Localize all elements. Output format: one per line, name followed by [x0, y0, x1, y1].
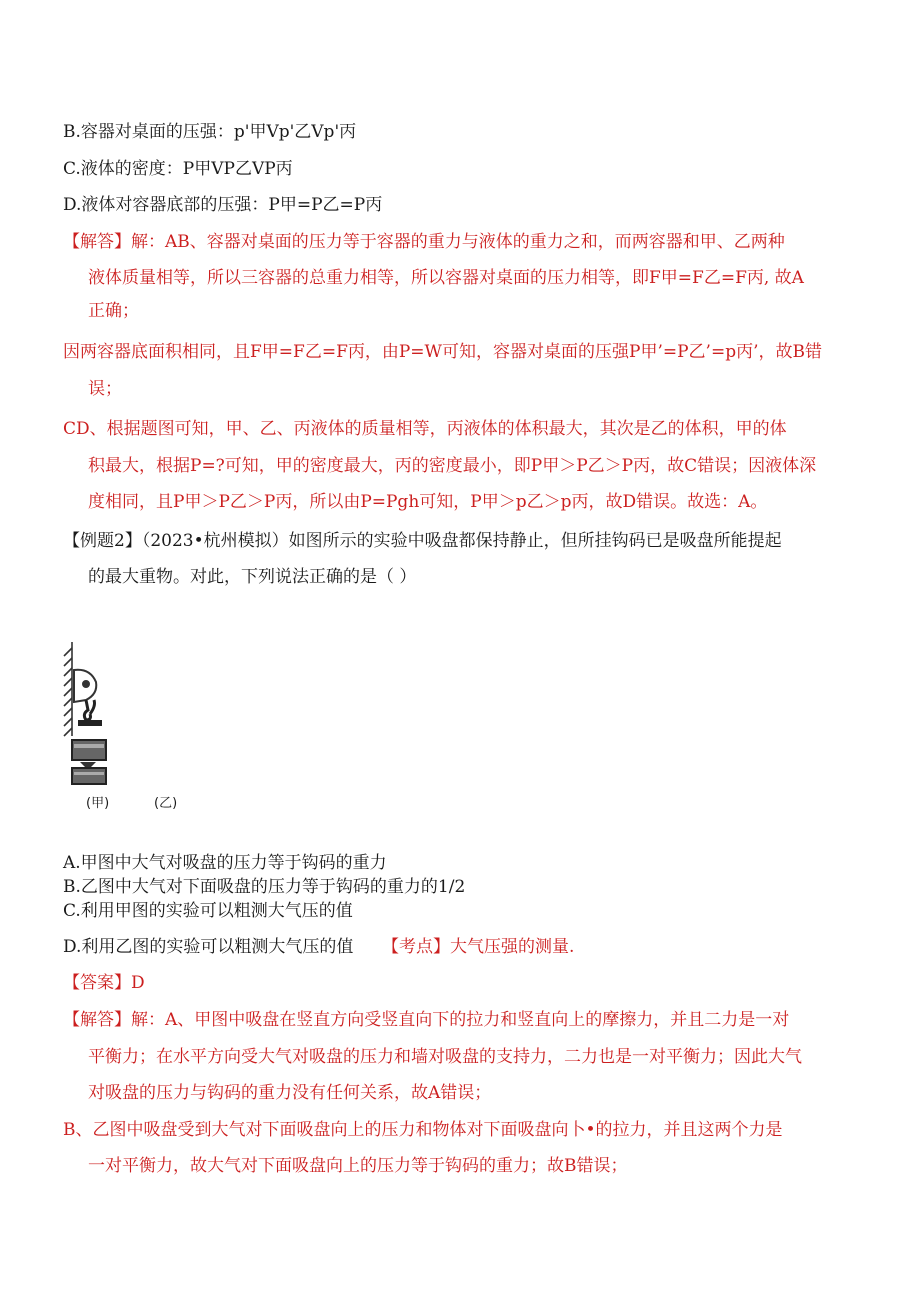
solution2-line1: 【解答】解：A、甲图中吸盘在竖直方向受竖直向下的拉力和竖直向上的摩擦力，并且二力是一对: [63, 1010, 790, 1030]
kaodian: 【考点】大气压强的测量.: [382, 937, 575, 957]
option-b-prev: B.容器对桌面的压强：p'甲Vp'乙Vp'丙: [63, 122, 357, 142]
option-c-prev: C.液体的密度：P甲VP乙VP丙: [63, 159, 293, 179]
suction-cup-jia: [74, 670, 96, 702]
option-c: C.利用甲图的实验可以粗测大气压的值: [63, 901, 353, 921]
option-d: D.利用乙图的实验可以粗测大气压的值: [63, 937, 354, 957]
weight-block-1: [72, 740, 106, 760]
option-b: B.乙图中大气对下面吸盘的压力等于钩码的重力的1/2: [63, 877, 466, 897]
hook: [84, 700, 94, 720]
figure-caption-yi: (乙): [154, 796, 178, 811]
weight-block-2: [72, 768, 106, 784]
solution1-line6: CD、根据题图可知，甲、乙、丙液体的质量相等，丙液体的体积最大，其次是乙的体积，甲的体: [63, 419, 787, 439]
solution2-line5: 一对平衡力，故大气对下面吸盘向上的压力等于钩码的重力；故B错误；: [88, 1156, 628, 1176]
solution1-line8: 度相同，且P甲＞P乙＞P丙，所以由P=Pgh可知，P甲＞p乙＞p丙，故D错误。故选：A。: [88, 492, 768, 512]
hook-weight-top: [78, 720, 102, 726]
option-a: A.甲图中大气对吸盘的压力等于钩码的重力: [63, 853, 387, 873]
solution2-line4: B、乙图中吸盘受到大气对下面吸盘向上的压力和物体对下面吸盘向卜•的拉力，并且这两个力是: [63, 1120, 783, 1140]
answer: 【答案】D: [63, 973, 145, 993]
example2-line1: 【例题2】（2023•杭州模拟）如图所示的实验中吸盘都保持静止，但所挂钩码已是吸盘所能提起: [63, 531, 782, 551]
example2-line2: 的最大重物。对此，下列说法正确的是（ ）: [88, 567, 417, 587]
solution1-line5: 误；: [88, 379, 122, 399]
solution2-line2: 平衡力；在水平方向受大气对吸盘的压力和墙对吸盘的支持力，二力也是一对平衡力；因此大气: [88, 1047, 802, 1067]
solution2-line3: 对吸盘的压力与钩码的重力没有任何关系，故A错误；: [88, 1083, 492, 1103]
solution1-line1: 【解答】解：AB、容器对桌面的压力等于容器的重力与液体的重力之和，而两容器和甲、乙两种: [63, 232, 785, 252]
suction-cup-figure: [60, 636, 210, 811]
solution1-line2: 液体质量相等，所以三容器的总重力相等，所以容器对桌面的压力相等，即F甲=F乙=F丙, 故A: [88, 268, 804, 288]
figure-caption-jia: (甲): [86, 796, 110, 811]
solution1-line7: 积最大，根据P=?可知，甲的密度最大，丙的密度最小，即P甲＞P乙＞P丙，故C错误；因液体深: [88, 456, 817, 476]
solution1-line4: 因两容器底面积相同，且F甲=F乙=F丙，由P=W可知，容器对桌面的压强P甲’=P乙’=p丙’，故B错: [63, 342, 822, 362]
option-d-prev: D.液体对容器底部的压强：P甲=P乙=P丙: [63, 195, 383, 215]
solution1-line3: 正确；: [88, 301, 139, 321]
wall: [64, 642, 72, 736]
